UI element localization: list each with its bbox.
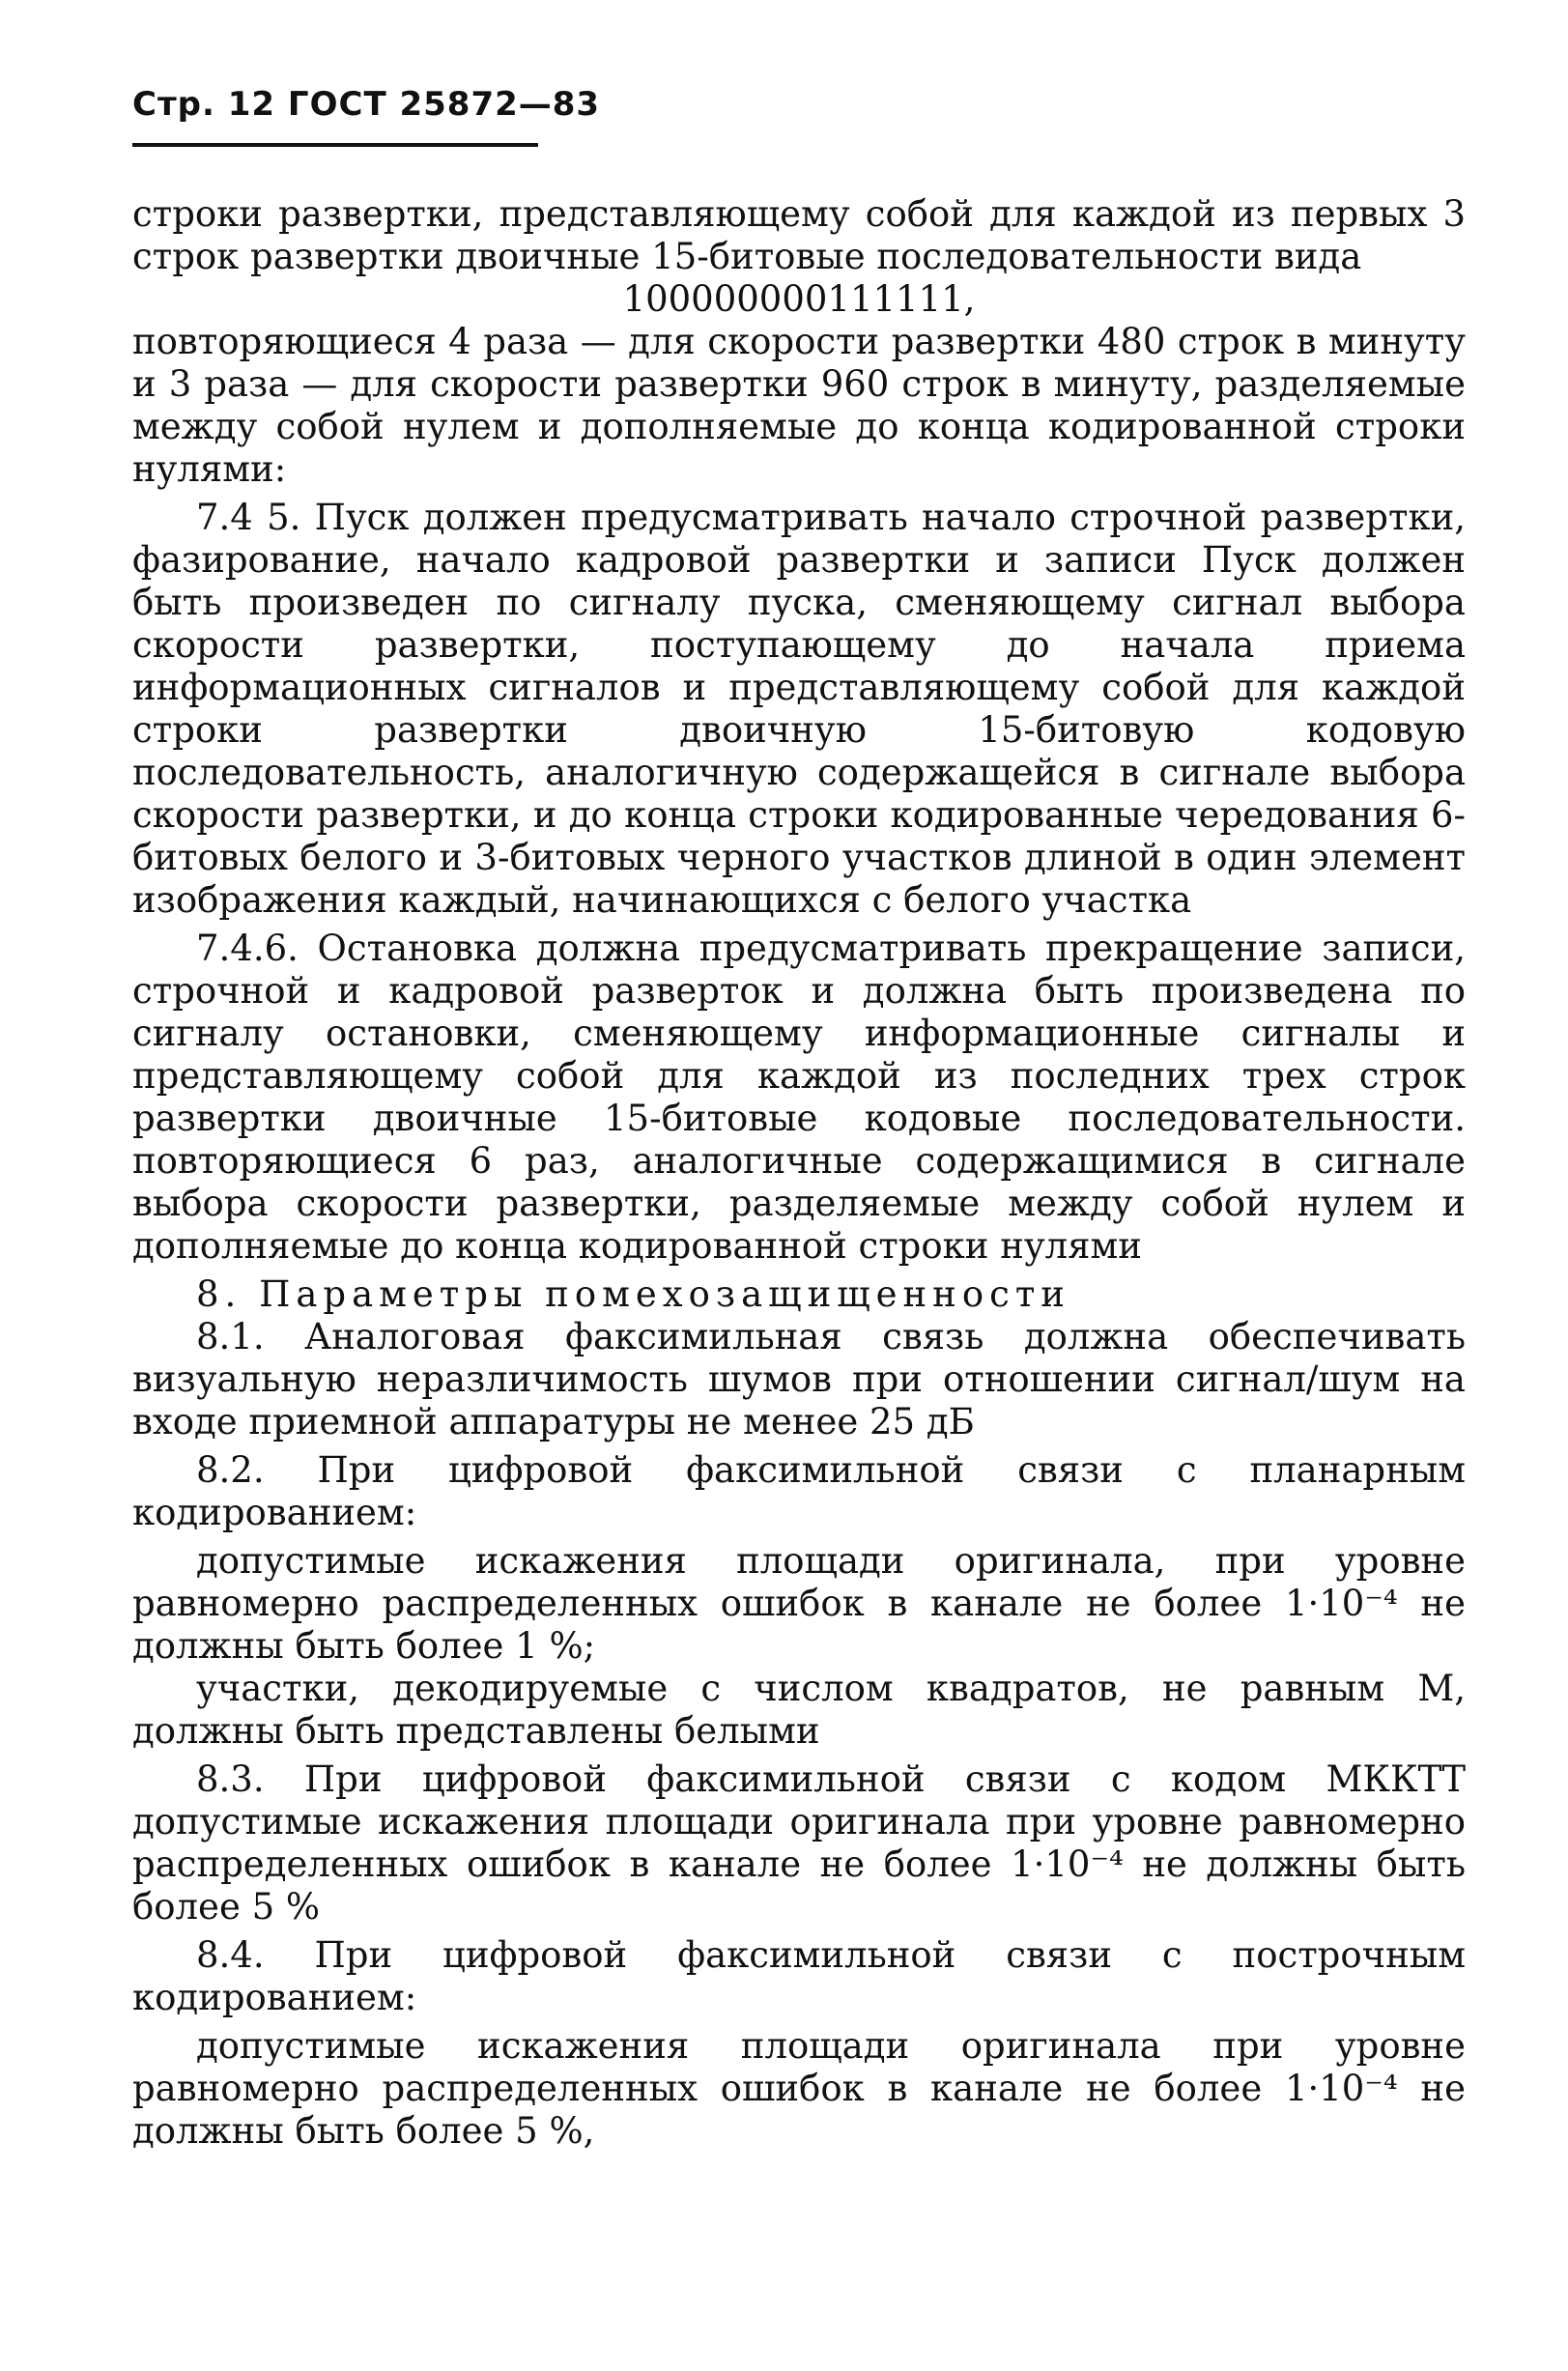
- clause-8-3: 8.3. При цифровой факсимильной связи с кодом МККТТ допустимые искажения площади оригинала при уровне равномерно распределенных ошибок в канале не более 1·10⁻⁴ не должны быть более 5 %: [132, 1758, 1466, 1928]
- section-8-title: 8. Параметры помехозащищенности: [196, 1273, 1070, 1315]
- clause-8-4-item-a: допустимые искажения площади оригинала при уровне равномерно распределенных ошибок в канале не более 1·10⁻⁴ не должны быть более 5 %,: [132, 2025, 1466, 2152]
- page-number: Стр. 12: [132, 85, 276, 124]
- clause-8-4: 8.4. При цифровой факсимильной связи с построчным кодированием:: [132, 1934, 1466, 2018]
- paragraph-continuation-2: повторяющиеся 4 раза — для скорости развертки 480 строк в минуту и 3 раза — для скорости развертки 960 строк в минуту, разделяемые между собой нулем и дополняемые до конца кодированной строки нулями:: [132, 321, 1466, 490]
- page-header: [132, 85, 600, 124]
- clause-8-2: 8.2. При цифровой факсимильной связи с планарным кодированием:: [132, 1449, 1466, 1533]
- document-body: [132, 193, 1466, 2153]
- header-divider: [132, 143, 538, 147]
- standard-code: ГОСТ 25872—83: [287, 85, 601, 124]
- clause-8-2-item-a: допустимые искажения площади оригинала, при уровне равномерно распределенных ошибок в канале не более 1·10⁻⁴ не должны быть более 1 %;: [132, 1540, 1466, 1667]
- clause-7-4-5: 7.4 5. Пуск должен предусматривать начало строчной развертки, фазирование, начало кадровой развертки и записи Пуск должен быть произведен по сигналу пуска, сменяющему сигнал выбора скорости развертки, поступающему до начала приема информационных сигналов и представляющему собой для каждой строки развертки двоичную 15-битовую кодовую последовательность, аналогичную содержащейся в сигнале выбора скорости развертки, и до конца строки кодированные чередования 6-битовых белого и 3-битовых черного участков длиной в один элемент изображения каждый, начинающихся с белого участка: [132, 497, 1466, 921]
- code-sequence: 100000000111111,: [622, 278, 976, 320]
- clause-8-1: 8.1. Аналоговая факсимильная связь должна обеспечивать визуальную неразличимость шумов при отношении сигнал/шум на входе приемной аппаратуры не менее 25 дБ: [132, 1316, 1466, 1443]
- clause-7-4-6: 7.4.6. Остановка должна предусматривать прекращение записи, строчной и кадровой разверток и должна быть произведена по сигналу остановки, сменяющему информационные сигналы и представляющему собой для каждой из последних трех строк развертки двоичные 15-битовые кодовые последовательности. повторяющиеся 6 раз, аналогичные содержащимися в сигнале выбора скорости развертки, разделяемые между собой нулем и дополняемые до конца кодированной строки нулями: [132, 928, 1466, 1267]
- clause-8-2-item-b: участки, декодируемые с числом квадратов, не равным M, должны быть представлены белыми: [132, 1668, 1466, 1752]
- paragraph-continuation: строки развертки, представляющему собой для каждой из первых 3 строк развертки двоичные 15-битовые последовательности вида: [132, 193, 1466, 277]
